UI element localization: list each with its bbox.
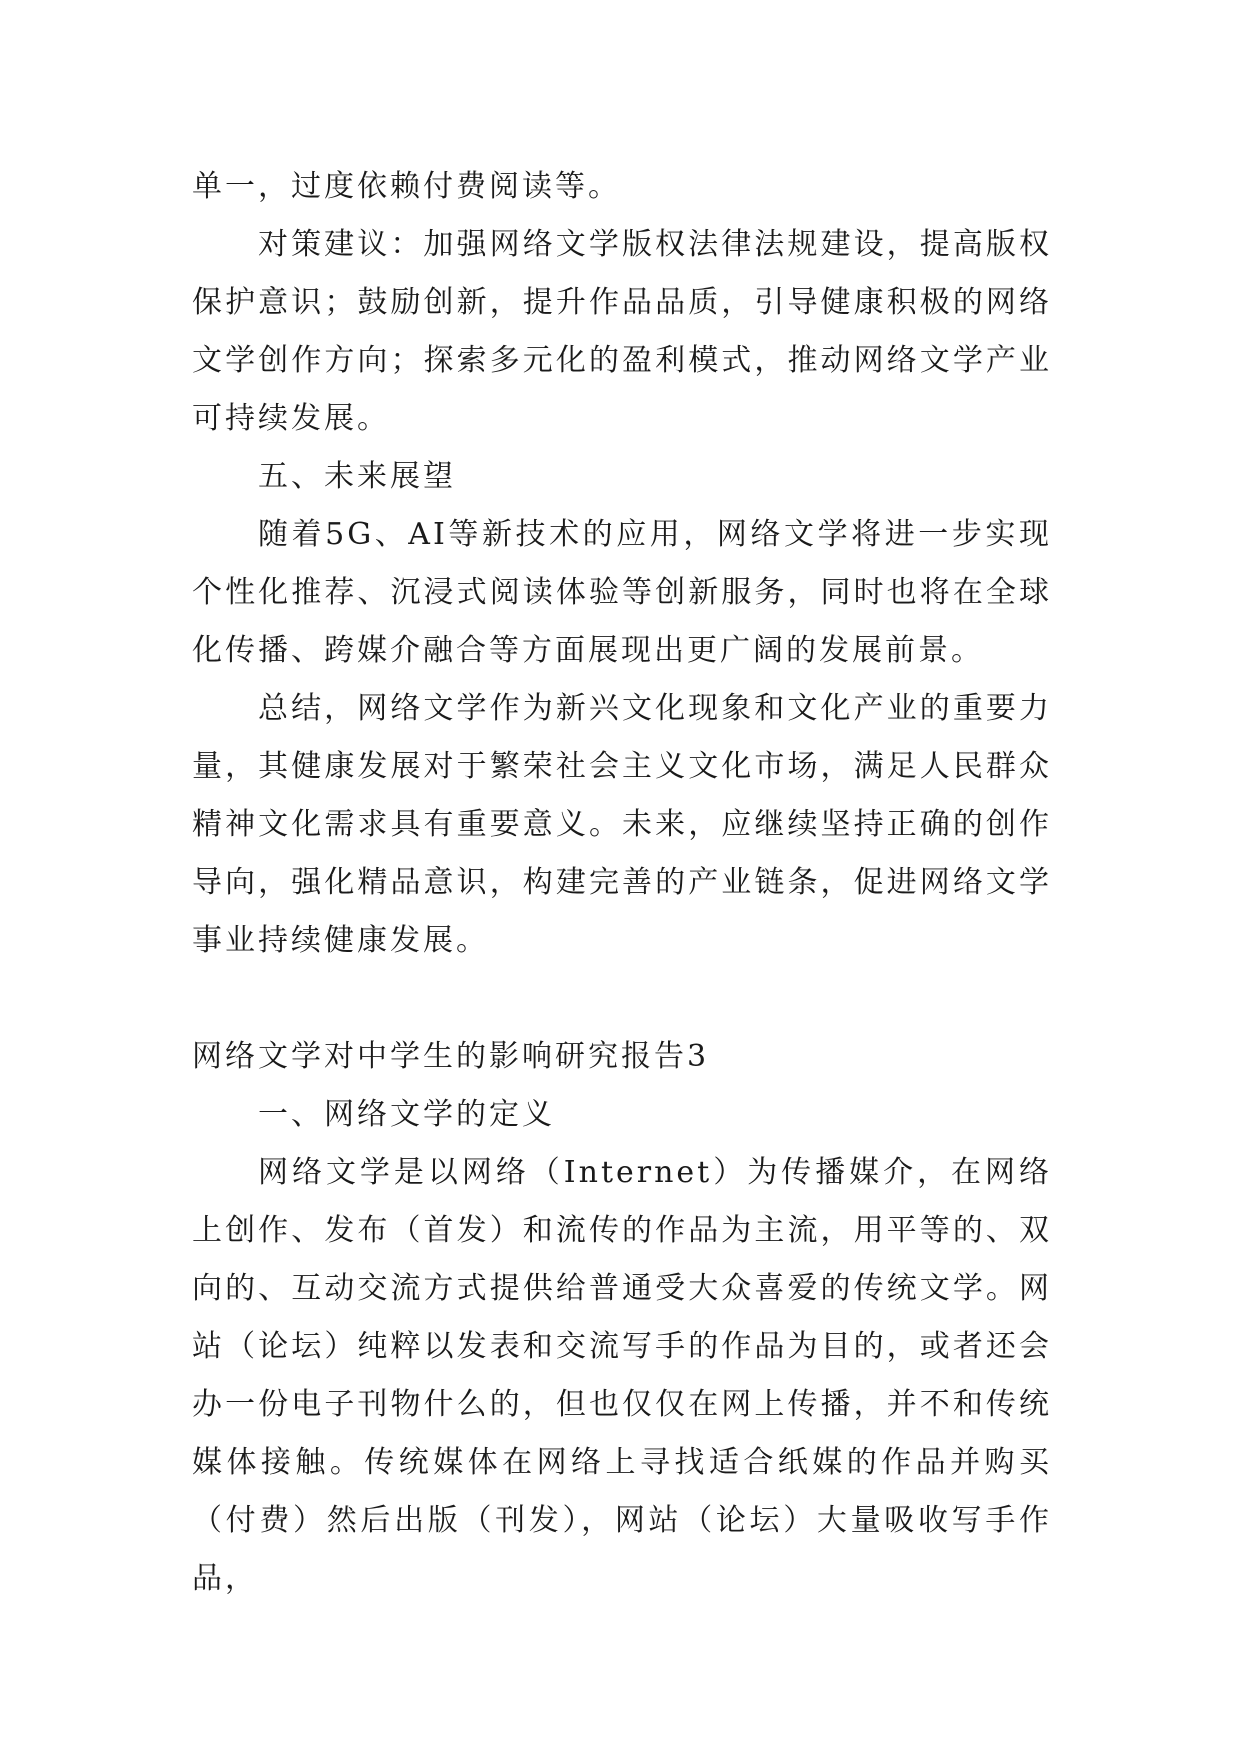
section-spacer <box>192 970 1052 1028</box>
report-title: 网络文学对中学生的影响研究报告3 <box>192 1039 710 1074</box>
paragraph-new-technology: 随着5G、AI等新技术的应用，网络文学将进一步实现个性化推荐、沉浸式阅读体验等创新服务，同时也将在全球化传播、跨媒介融合等方面展现出更广阔的发展前景。 <box>192 517 1052 668</box>
document-page <box>192 158 1052 1608</box>
paragraph-definition: 网络文学是以网络（Internet）为传播媒介，在网络上创作、发布（首发）和流传的作品为主流，用平等的、双向的、互动交流方式提供给普通受大众喜爱的传统文学。网站（论坛）纯粹以发表和交流写手的作品为目的，或者还会办一份电子刊物什么的，但也仅仅在网上传播，并不和传统媒体接触。传统媒体在网络上寻找适合纸媒的作品并购买（付费）然后出版（刊发），网站（论坛）大量吸收写手作品， <box>192 1155 1052 1596</box>
paragraph-continuation: 单一，过度依赖付费阅读等。 <box>192 169 621 204</box>
paragraph-countermeasures: 对策建议：加强网络文学版权法律法规建设，提高版权保护意识；鼓励创新，提升作品品质，引导健康积极的网络文学创作方向；探索多元化的盈利模式，推动网络文学产业可持续发展。 <box>192 227 1052 436</box>
section-heading-definition: 一、网络文学的定义 <box>258 1097 555 1132</box>
paragraph-summary: 总结，网络文学作为新兴文化现象和文化产业的重要力量，其健康发展对于繁荣社会主义文化市场，满足人民群众精神文化需求具有重要意义。未来，应继续坚持正确的创作导向，强化精品意识，构建完善的产业链条，促进网络文学事业持续健康发展。 <box>192 691 1052 958</box>
section-heading-future-outlook: 五、未来展望 <box>258 459 456 494</box>
